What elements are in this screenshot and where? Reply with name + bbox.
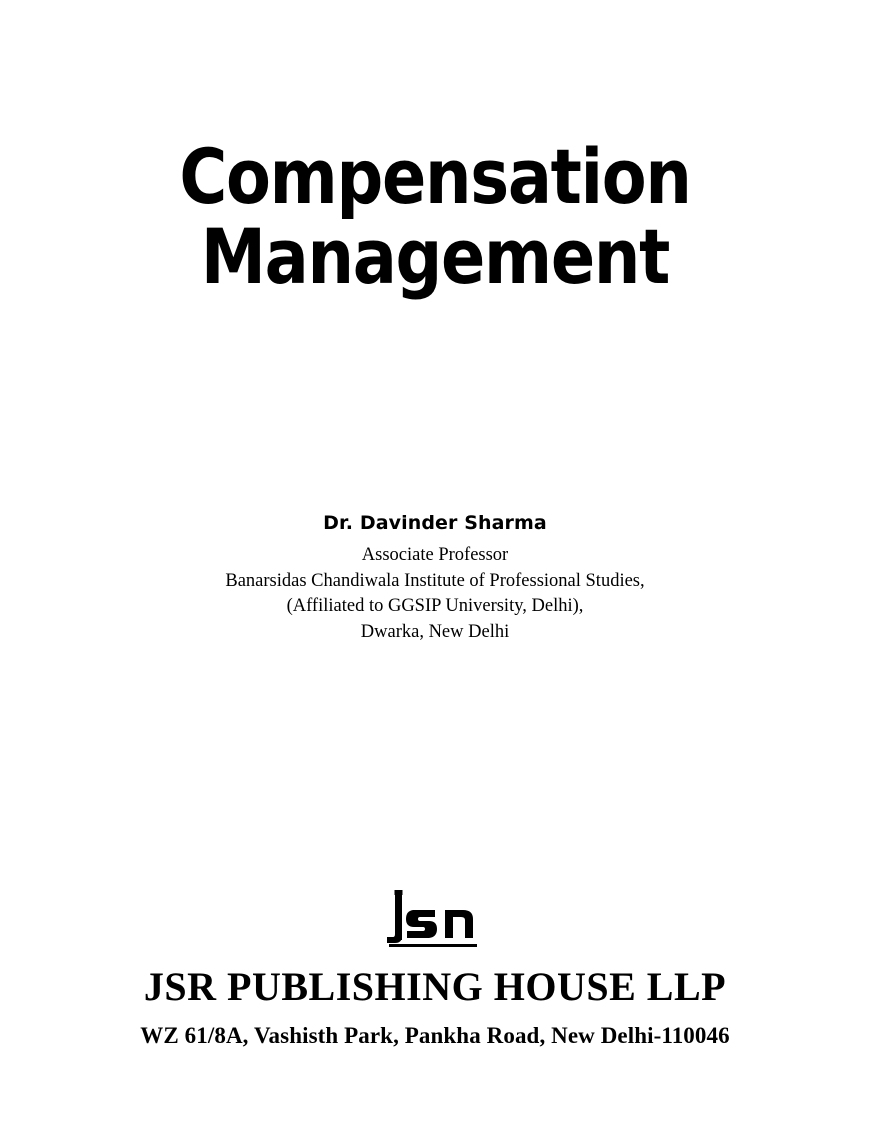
publisher-block: [0, 965, 870, 1049]
author-name: Dr. Davinder Sharma: [323, 512, 547, 534]
author-affiliation: (Affiliated to GGSIP University, Delhi),: [286, 596, 584, 617]
author-block: [0, 512, 870, 645]
publisher-address: WZ 61/8A, Vashisth Park, Pankha Road, New Delhi-110046: [140, 1023, 730, 1048]
author-location: Dwarka, New Delhi: [360, 622, 510, 643]
author-designation: Associate Professor: [361, 545, 509, 565]
author-institution: Banarsidas Chandiwala Institute of Professional Studies,: [225, 570, 645, 591]
publisher-logo-wrap: [0, 890, 870, 957]
title-line-1: Compensation: [179, 132, 691, 221]
jsr-logo-icon: [375, 890, 495, 952]
book-title: [0, 132, 870, 302]
title-line-2: Management: [200, 212, 670, 302]
publisher-name: JSR PUBLISHING HOUSE LLP: [143, 964, 727, 1009]
